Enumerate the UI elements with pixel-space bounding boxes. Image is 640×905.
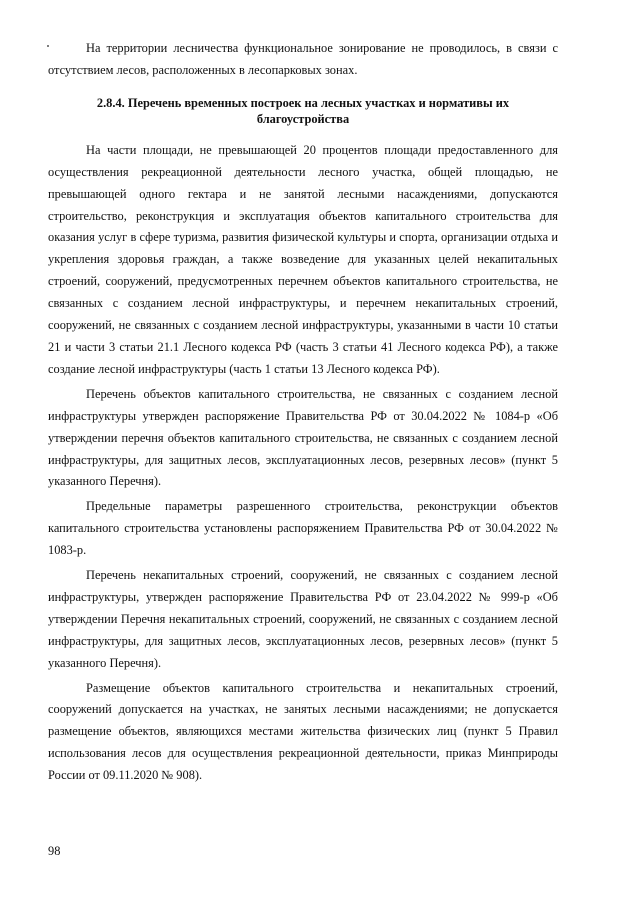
paragraph-3: Предельные параметры разрешенного строительства, реконструкции объектов капитального строительства установлены распоряжением Правительства РФ от 30.04.2022 № 1083-р. (48, 499, 558, 558)
paragraph-1: На части площади, не превышающей 20 процентов площади предоставленного для осуществления рекреационной деятельности лесного участка, общей площадью, не превышающей одного гектара и не занятой лесными насаждениями, допускаются строительство, реконструкция и эксплуатация объектов капитального строительства для оказания услуг в сфере туризма, развития физической культуры и спорта, организации отдыха и укрепления здоровья граждан, а также возведение для указанных целей некапитальных строений, сооружений, предусмотренных перечнем объектов капитального строительства, не связанных с созданием лесной инфраструктуры, и перечнем некапитальных строений, сооружений, не связанных с созданием лесной инфраструктуры, указанными в части 10 статьи 21 и части 3 статьи 21.1 Лесного кодекса РФ (часть 3 статьи 41 Лесного кодекса РФ), а также создание лесной инфраструктуры (часть 1 статьи 13 Лесного кодекса РФ). (48, 142, 558, 376)
paragraph-5: Размещение объектов капитального строительства и некапитальных строений, сооружений допускается на участках, не занятых лесными насаждениями; не допускается размещение объектов, являющихся местами жительства физических лиц (пункт 5 Правил использования лесов для осуществления рекреационной деятельности, приказ Минприроды России от 09.11.2020 № 908). (48, 680, 558, 783)
paragraph-2: Перечень объектов капитального строительства, не связанных с созданием лесной инфраструктуры утвержден распоряжение Правительства РФ от 30.04.2022 № 1084-р «Об утверждении перечня объектов капитального строительства, не связанных с созданием лесной инфраструктуры, для защитных лесов, эксплуатационных лесов, резервных лесов» (пункт 5 указанного Перечня). (48, 386, 558, 489)
intro-paragraph: На территории лесничества функциональное зонирование не проводилось, в связи с отсутствием лесов, расположенных в лесопарковых зонах. (48, 41, 558, 77)
section-heading: 2.8.4. Перечень временных построек на лесных участках и нормативы их благоустройства (96, 95, 510, 126)
paragraph-4: Перечень некапитальных строений, сооружений, не связанных с созданием лесной инфраструктуры, утвержден распоряжение Правительства РФ от 23.04.2022 № 999-р «Об утверждении Перечня некапитальных строений, сооружений, не связанных с созданием лесной инфраструктуры, для защитных лесов, эксплуатационных лесов, резервных лесов» (пункт 5 указанного Перечня). (48, 568, 558, 670)
page-content (48, 38, 558, 787)
page-number: 98 (48, 844, 61, 858)
